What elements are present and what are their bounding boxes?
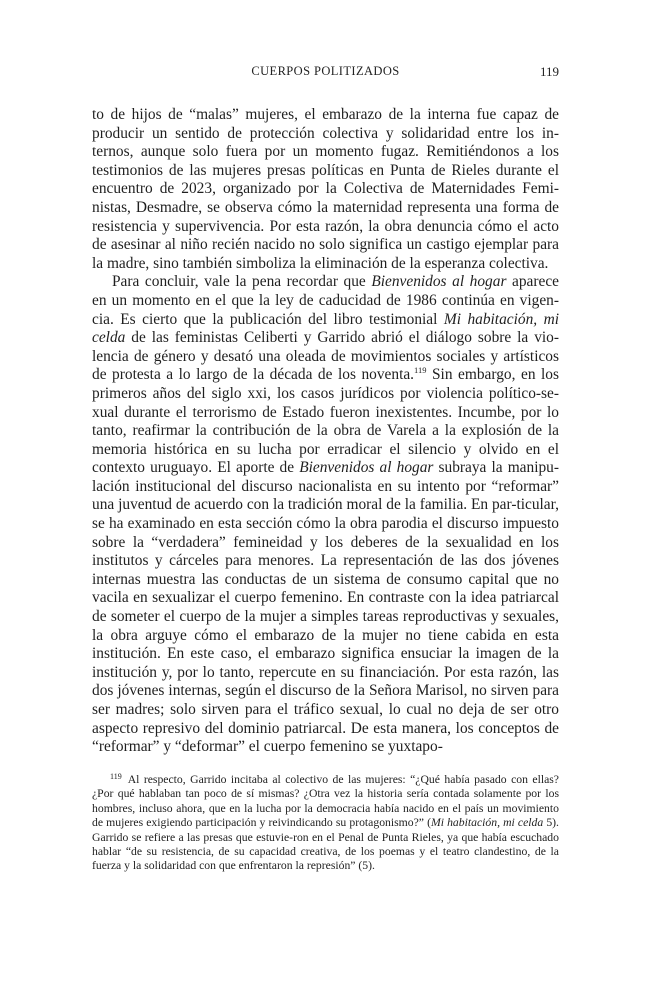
running-title: CUERPOS POLITIZADOS	[251, 64, 400, 78]
page-number: 119	[539, 64, 559, 79]
footnote-work-title: Mi habitación, mi celda	[431, 816, 544, 830]
work-title-mi-habitacion: Mi habitación, mi celda	[92, 310, 559, 347]
paragraph-2-text-c: aparece en un momento en el que la ley de caducidad de 1986 continúa en vigen-cia. Es cierto que la publicación del libro testimonial	[92, 273, 560, 328]
footnote-text-c: 5). Garrido se refiere a las presas que estuvie-ron en el Penal de Punta Rieles, ya que había escuchado hablar “de su resistencia, de su capacidad creativa, de los poemas y el teatro clandestino, de la fuerza y la solidaridad con que enfrentaron la represión” (5).	[92, 816, 559, 873]
paragraph-1-text: to de hijos de “malas” mujeres, el embarazo de la interna fue capaz de producir un sentido de protección colectiva y solidaridad entre los in-ternos, aunque solo fuera por un momento fugaz. Remitiéndonos a los testimonios de las mujeres presas políticas en Punta de Rieles durante el encuentro de 2023, organizado por la Colectiva de Maternidades Femi-nistas, Desmadre, se observa cómo la maternidad representa una forma de resistencia y supervivencia. Por esta razón, la obra denuncia cómo el acto de asesinar al niño recién nacido no solo significa un castigo ejemplar para la madre, sino también simboliza la eliminación de la esperanza colectiva.	[92, 106, 559, 272]
work-title-bienvenidos: Bienvenidos al hogar	[371, 273, 507, 291]
paragraph-2	[92, 273, 559, 756]
paragraph-2-text-a: Para concluir, vale la pena recordar que	[112, 273, 372, 291]
paragraph-2-text-i: subraya la manipu-lación institucional del discurso nacionalista en su intento por “reformar” una juventud de acuerdo con la tradición moral de la familia. En par-ticular, se ha examinado en esta sección cómo la obra parodia el discurso impuesto sobre la “verdadera” femineidad y los deberes de la sexualidad en los institutos y cárceles para menores. La representación de las dos jóvenes internas muestra las conductas de un sistema de consumo capital que no vacila en sexualizar el cuerpo femenino. En contraste con la idea patriarcal de someter el cuerpo de la mujer a simples tareas reproductivas y sexuales, la obra arguye cómo el embarazo de la mujer no tiene cabida en esta institución. En este caso, el embarazo significa ensuciar la imagen de la institución y, por lo tanto, repercute en su financiación. Por esta razón, las dos jóvenes internas, según el discurso de la Señora Marisol, no sirven para ser madres; solo sirven para el tráfico sexual, lo cual no deja de ser otro aspecto represivo del dominio patriarcal. De esta manera, los conceptos de “reformar” y “deformar” el cuerpo femenino se yuxtapo-	[92, 459, 559, 756]
paragraph-2-text-g: Sin embargo, en los primeros años del siglo xxi, los casos jurídicos por violencia político-se-xual durante el terrorismo de Estado fueron inexistentes. Incumbe, por lo tanto, reafirmar la contribución de la obra de Varela a la explosión de la memoria histórica en su lucha por erradicar el silencio y olvido en el contexto uruguayo. El aporte de	[92, 366, 559, 477]
footnote	[92, 773, 559, 874]
work-title-bienvenidos-2: Bienvenidos al hogar	[299, 459, 434, 477]
footnote-number: 119	[110, 772, 122, 781]
body-text	[92, 106, 559, 757]
paragraph-1	[92, 106, 559, 273]
footnote-text-a: Al respecto, Garrido incitaba al colectivo de las mujeres: “¿Qué había pasado con ellas? ¿Por qué hablaban tan poco de sí mismas? ¿Otra vez la historia sería contada solamente por los hombres, incluso ahora, que en la lucha por la democracia había nacido en el país un movimiento de mujeres exigiendo participación y reivindicando su protagonismo?” (	[92, 773, 559, 830]
footnote-reference[interactable]: 119	[414, 365, 427, 376]
running-header	[92, 64, 559, 82]
paragraph-2-text-e: de las feministas Celiberti y Garrido abrió el diálogo sobre la vio-lencia de género y desató una oleada de movimientos sociales y artísticos de protesta a lo largo de la década de los noventa.	[92, 329, 559, 384]
